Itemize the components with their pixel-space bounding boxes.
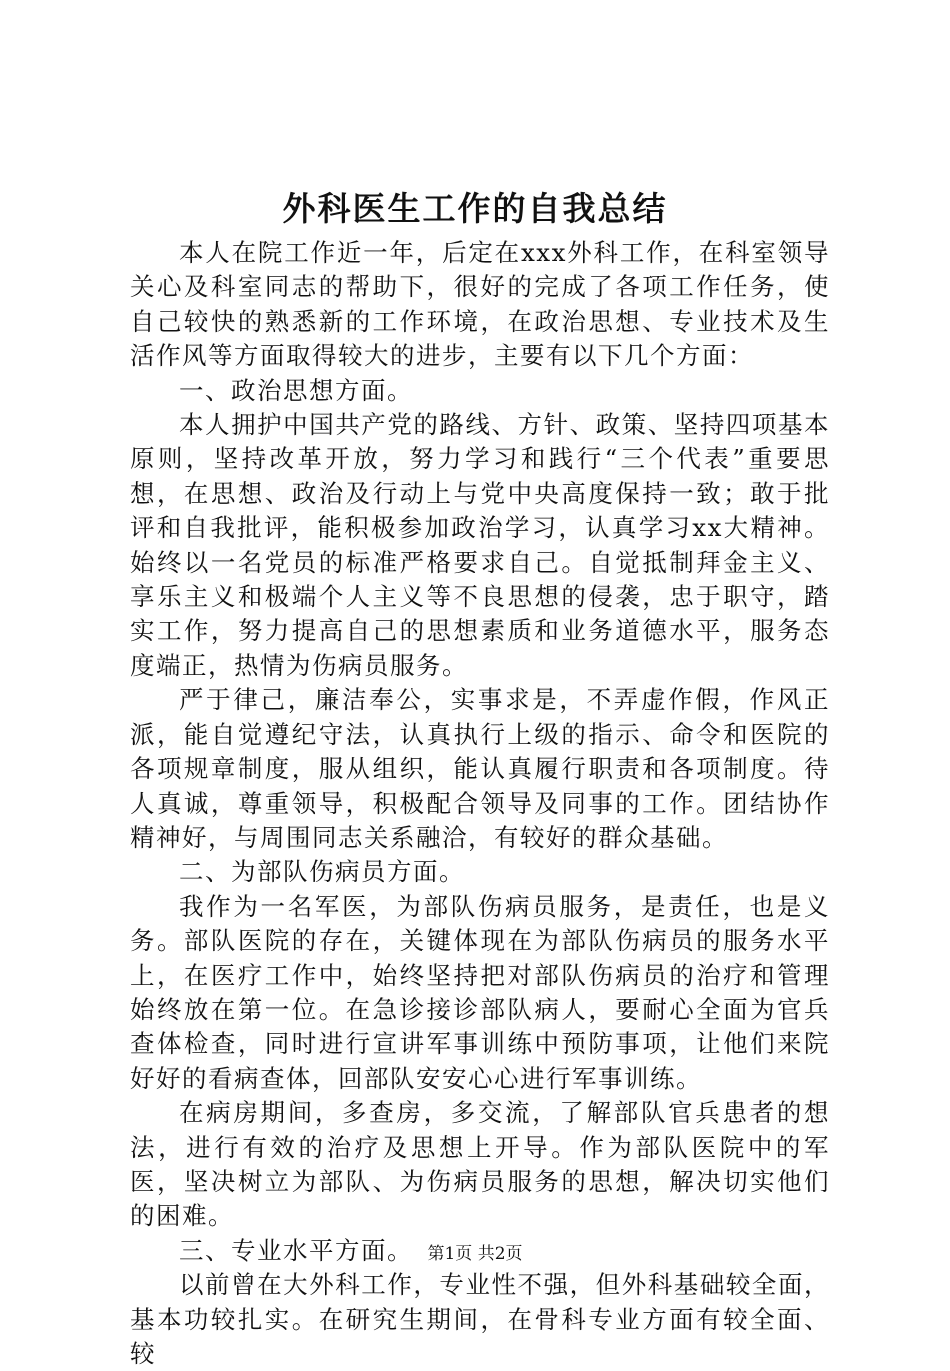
section-heading-troops: 二、为部队伤病员方面。 — [179, 857, 465, 887]
paragraph-professional-1: 以前曾在大外科工作，专业性不强，但外科基础较全面，基本功较扎实。在研究生期间，在骨科专业方面有较全面、较 — [130, 1270, 830, 1368]
paragraph-political-2: 严于律己，廉洁奉公，实事求是，不弄虚作假，作风正派，能自觉遵纪守法，认真执行上级的指示、命令和医院的各项规章制度，服从组织，能认真履行职责和各项制度。待人真诚，尊重领导，积极配合领导及同事的工作。团结协作精神好，与周围同志关系融洽，有较好的群众基础。 — [130, 685, 830, 852]
paragraph-troops-1: 我作为一名军医，为部队伤病员服务，是责任，也是义务。部队医院的存在，关键体现在为部队伤病员的服务水平上，在医疗工作中，始终坚持把对部队伤病员的治疗和管理始终放在第一位。在急诊接诊部队病人，要耐心全面为官兵查体检查，同时进行宣讲军事训练中预防事项，让他们来院好好的看病查体，回部队安安心心进行军事训练。 — [130, 891, 830, 1093]
paragraph-troops-2: 在病房期间，多查房，多交流，了解部队官兵患者的想法，进行有效的治疗及思想上开导。作为部队医院中的军医，坚决树立为部队、为伤病员服务的思想，解决切实他们的困难。 — [130, 1098, 830, 1231]
document-body — [130, 236, 830, 1371]
paragraph-intro: 本人在院工作近一年，后定在xxx外科工作，在科室领导关心及科室同志的帮助下，很好的完成了各项工作任务，使自己较快的熟悉新的工作环境，在政治思想、专业技术及生活作风等方面取得较大的进步，主要有以下几个方面： — [130, 238, 830, 371]
section-heading-professional: 三、专业水平方面。 — [179, 1235, 413, 1265]
section-heading-political: 一、政治思想方面。 — [179, 375, 413, 405]
page-number-footer: 第1页 共2页 — [427, 1244, 523, 1264]
paragraph-political-1: 本人拥护中国共产党的路线、方针、政策、坚持四项基本原则，坚持改革开放，努力学习和践行“三个代表”重要思想，在思想、政治及行动上与党中央高度保持一致；敢于批评和自我批评，能积极参加政治学习，认真学习xx大精神。始终以一名党员的标准严格要求自己。自觉抵制拜金主义、享乐主义和极端个人主义等不良思想的侵袭，忠于职守，踏实工作，努力提高自己的思想素质和业务道德水平，服务态度端正，热情为伤病员服务。 — [130, 410, 830, 680]
document-title: 外科医生工作的自我总结 — [282, 189, 668, 228]
